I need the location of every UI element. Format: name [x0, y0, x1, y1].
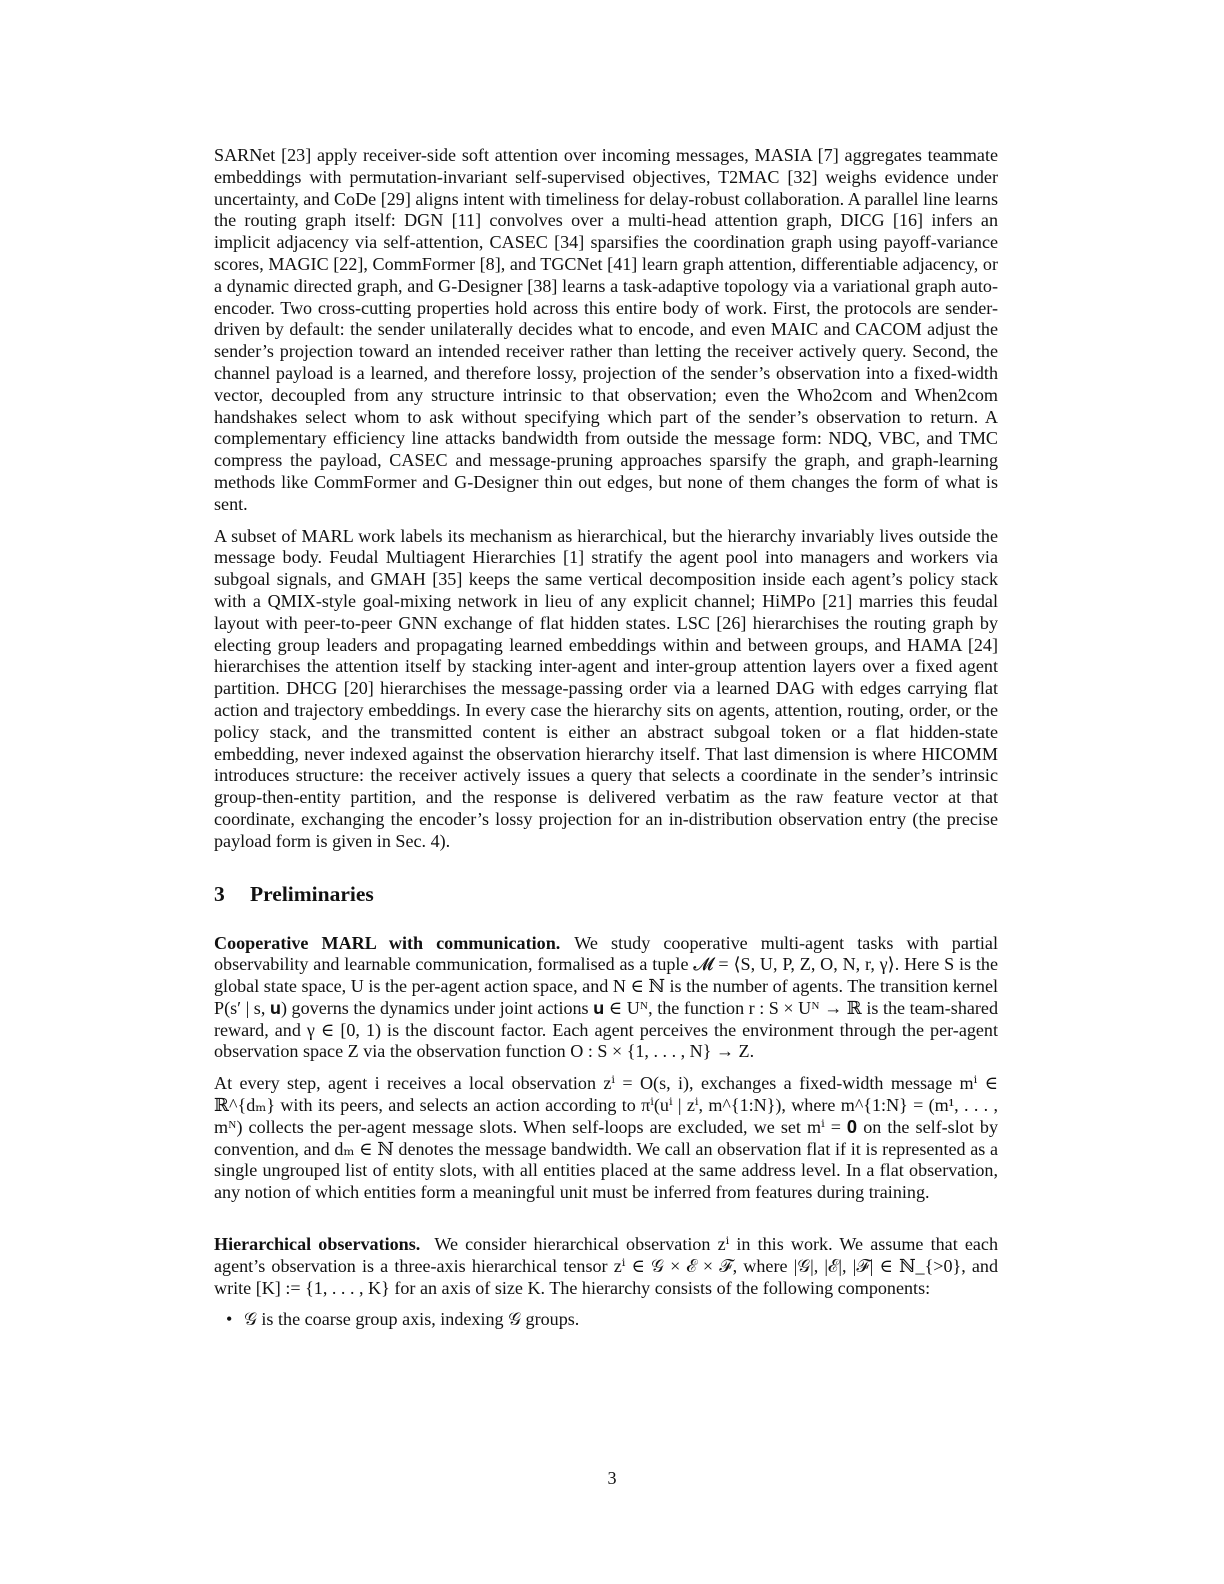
paragraph-message-exchange — [214, 1073, 998, 1204]
paragraph-related-work-1-text: SARNet [23] apply receiver-side soft attention over incoming messages, MASIA [7] aggregates teammate embeddings with permutation-invariant self-supervised objectives, T2MAC [32] weighs evidence under uncertainty, and CoDe [29] aligns intent with timeliness for delay-robust collaboration. A parallel line learns the routing graph itself: DGN [11] convolves over a multi-head attention graph, DICG [16] infers an implicit adjacency via self-attention, CASEC [34] sparsifies the coordination graph using payoff-variance scores, MAGIC [22], CommFormer [8], and TGCNet [41] learn graph attention, differentiable adjacency, or a dynamic directed graph, and G-Designer [38] learns a task-adaptive topology via a variational graph auto-encoder. Two cross-cutting properties hold across this entire body of work. First, the protocols are sender-driven by default: the sender unilaterally decides what to encode, and even MAIC and CACOM adjust the sender’s projection toward an intended receiver rather than letting the receiver actively query. Second, the channel payload is a learned, and therefore lossy, projection of the sender’s observation into a fixed-width vector, decoupled from any structure intrinsic to that observation; even the Who2com and When2com handshakes select whom to ask without specifying which part of the sender’s observation to return. A complementary efficiency line attacks bandwidth from outside the message form: NDQ, VBC, and TMC compress the payload, CASEC and message-pruning approaches sparsify the graph, and graph-learning methods like CommFormer and G-Designer thin out edges, but none of them changes the form of what is sent. — [214, 145, 998, 514]
paragraph-hierarchical-text: We consider hierarchical observation zⁱ in this work. We assume that each agent’s observation is a three-axis hierarchical tensor zⁱ ∈ 𝒢 × ℰ × ℱ, where |𝒢|, |ℰ|, |ℱ| ∈ ℕ_{>0}, and write [K] := {1, . . . , K} for an axis of size K. The hierarchy consists of the following components: — [214, 1234, 998, 1298]
page-number: 3 — [607, 1468, 617, 1488]
paragraph-cooperative-marl-text: We study cooperative multi-agent tasks with partial observability and learnable communication, formalised as a tuple 𝓜 = ⟨S, U, P, Z, O, N, r, γ⟩. Here S is the global state space, U is the per-agent action space, and N ∈ ℕ is the number of agents. The transition kernel P(s′ | s, 𝐮) governs the dynamics under joint actions 𝐮 ∈ Uᴺ, the function r : S × Uᴺ → ℝ is the team-shared reward, and γ ∈ [0, 1) is the discount factor. Each agent perceives the environment through the per-agent observation space Z via the observation function O : S × {1, . . . , N} → Z. — [214, 932, 998, 1062]
paragraph-related-work-1 — [214, 145, 998, 516]
paragraph-related-work-2-text: A subset of MARL work labels its mechanism as hierarchical, but the hierarchy invariably lives outside the message body. Feudal Multiagent Hierarchies [1] stratify the agent pool into managers and workers via subgoal signals, and GMAH [35] keeps the same vertical decomposition inside each agent’s policy stack with a QMIX-style goal-mixing network in lieu of any explicit channel; HiMPo [21] marries this feudal layout with peer-to-peer GNN exchange of flat hidden states. LSC [26] hierarchises the routing graph by electing group leaders and propagating learned embeddings within and between groups, and HAMA [24] hierarchises the attention itself by stacking inter-agent and inter-group attention layers over a fixed agent partition. DHCG [20] hierarchises the message-passing order via a learned DAG with edges carrying flat action and trajectory embeddings. In every case the hierarchy sits on agents, attention, routing, order, or the policy stack, and the transmitted content is either an abstract subgoal token or a flat hidden-state embedding, never indexed against the observation hierarchy itself. That last dimension is where HICOMM introduces structure: the receiver actively issues a query that selects a coordinate in the sender’s intrinsic group-then-entity partition, and the response is delivered verbatim as the raw feature vector at that coordinate, exchanging the encoder’s lossy projection for an in-distribution observation entry (the precise payload form is given in Sec. 4). — [214, 525, 998, 851]
paragraph-hierarchical-observations — [214, 1234, 998, 1299]
paper-page — [214, 145, 998, 1331]
paragraph-cooperative-marl — [214, 933, 998, 1064]
paragraph-message-exchange-text: At every step, agent i receives a local observation zⁱ = O(s, i), exchanges a fixed-width message mⁱ ∈ ℝ^{dₘ} with its peers, and selects an action according to πⁱ(uⁱ | zⁱ, m^{1:N}), where m^{1:N} = (m¹, . . . , mᴺ) collects the per-agent message slots. When self-loops are excluded, we set mⁱ = 𝟎 on the self-slot by convention, and dₘ ∈ ℕ denotes the message bandwidth. We call an observation flat if it is represented as a single ungrouped list of entity slots, with all entities placed at the same address level. In a flat observation, any notion of which entities form a meaningful unit must be inferred from features during training. — [214, 1073, 998, 1203]
run-in-heading-hierarchical: Hierarchical observations. — [214, 1234, 421, 1255]
section-number: 3 — [214, 881, 225, 906]
paragraph-related-work-2 — [214, 526, 998, 853]
section-heading — [214, 881, 998, 907]
list-item — [226, 1309, 998, 1331]
run-in-heading-cooperative-marl: Cooperative MARL with communication. — [214, 932, 561, 953]
section-title: Preliminaries — [250, 881, 374, 906]
bullet-icon: • — [226, 1309, 233, 1330]
component-list — [214, 1309, 998, 1331]
list-item-text: 𝒢 is the coarse group axis, indexing 𝒢 groups. — [244, 1309, 580, 1330]
